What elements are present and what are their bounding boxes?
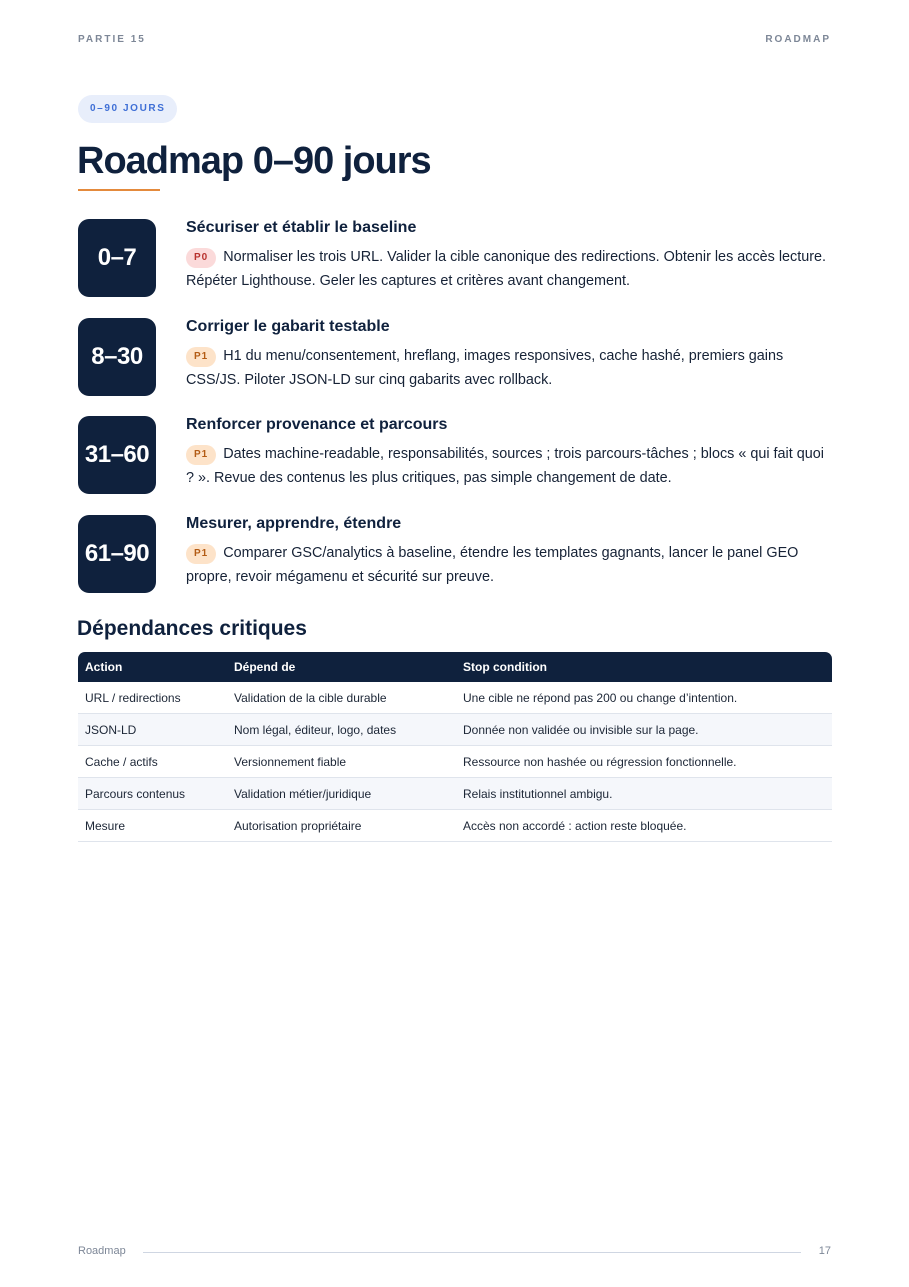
- table-cell: Nom légal, éditeur, logo, dates: [227, 714, 456, 746]
- column-header: Action: [78, 652, 227, 682]
- phase-title: Mesurer, apprendre, étendre: [186, 515, 402, 532]
- table-cell: Validation métier/juridique: [227, 778, 456, 810]
- phase-description: [186, 442, 832, 490]
- priority-badge: P1: [186, 445, 216, 465]
- phase-item: [78, 219, 832, 297]
- phase-description: [186, 541, 832, 589]
- table-cell: Versionnement fiable: [227, 746, 456, 778]
- table-cell: Une cible ne répond pas 200 ou change d’intention.: [456, 682, 832, 714]
- phase-description: [186, 344, 832, 392]
- table-cell: Donnée non validée ou invisible sur la page.: [456, 714, 832, 746]
- section-label: PARTIE 15: [78, 34, 146, 45]
- table-row: [78, 682, 832, 714]
- table-cell: Cache / actifs: [78, 746, 227, 778]
- dependencies-table: [78, 652, 832, 842]
- table-cell: Relais institutionnel ambigu.: [456, 778, 832, 810]
- table-cell: Mesure: [78, 810, 227, 842]
- column-header: Dépend de: [227, 652, 456, 682]
- section-title: Dépendances critiques: [77, 617, 307, 640]
- priority-badge: P1: [186, 544, 216, 564]
- table-row: [78, 746, 832, 778]
- phase-text: H1 du menu/consentement, hreflang, images responsives, cache hashé, premiers gains CSS/JS. Piloter JSON-LD sur cinq gabarits avec rollback.: [186, 348, 784, 388]
- phase-title: Sécuriser et établir le baseline: [186, 219, 417, 236]
- phase-range-badge: 31–60: [78, 416, 156, 494]
- phase-title: Corriger le gabarit testable: [186, 318, 390, 335]
- table-row: [78, 810, 832, 842]
- phase-range-badge: 0–7: [78, 219, 156, 297]
- page-title: Roadmap 0–90 jours: [77, 140, 431, 182]
- footer-divider: [143, 1252, 801, 1253]
- phase-item: [78, 318, 832, 396]
- priority-badge: P1: [186, 347, 216, 367]
- footer-label: Roadmap: [78, 1245, 126, 1257]
- table-cell: URL / redirections: [78, 682, 227, 714]
- phase-range-badge: 8–30: [78, 318, 156, 396]
- table-header-row: [78, 652, 832, 682]
- table-cell: Validation de la cible durable: [227, 682, 456, 714]
- table-row: [78, 778, 832, 810]
- column-header: Stop condition: [456, 652, 832, 682]
- phase-item: [78, 416, 832, 494]
- table-cell: Autorisation propriétaire: [227, 810, 456, 842]
- priority-badge: P0: [186, 248, 216, 268]
- phase-text: Normaliser les trois URL. Valider la cible canonique des redirections. Obtenir les accès lecture. Répéter Lighthouse. Geler les captures et critères avant changement.: [186, 249, 827, 289]
- table-cell: Parcours contenus: [78, 778, 227, 810]
- phase-range-badge: 61–90: [78, 515, 156, 593]
- phase-title: Renforcer provenance et parcours: [186, 416, 448, 433]
- page-number: 17: [818, 1245, 831, 1257]
- timeframe-pill: 0–90 JOURS: [78, 95, 177, 123]
- table-row: [78, 714, 832, 746]
- phase-description: [186, 245, 832, 293]
- phase-item: [78, 515, 832, 593]
- running-header: [78, 34, 831, 48]
- table-cell: Accès non accordé : action reste bloquée.: [456, 810, 832, 842]
- page-footer: [78, 1245, 831, 1259]
- phase-text: Dates machine-readable, responsabilités, sources ; trois parcours-tâches ; blocs « qui fait quoi ? ». Revue des contenus les plus critiques, pas simple changement de date.: [186, 446, 824, 486]
- phase-text: Comparer GSC/analytics à baseline, étendre les templates gagnants, lancer le panel GEO propre, revoir mégamenu et sécurité sur preuve.: [186, 545, 799, 585]
- chapter-label: ROADMAP: [765, 34, 831, 45]
- table-cell: Ressource non hashée ou régression fonctionnelle.: [456, 746, 832, 778]
- table-cell: JSON-LD: [78, 714, 227, 746]
- title-underline: [78, 189, 160, 191]
